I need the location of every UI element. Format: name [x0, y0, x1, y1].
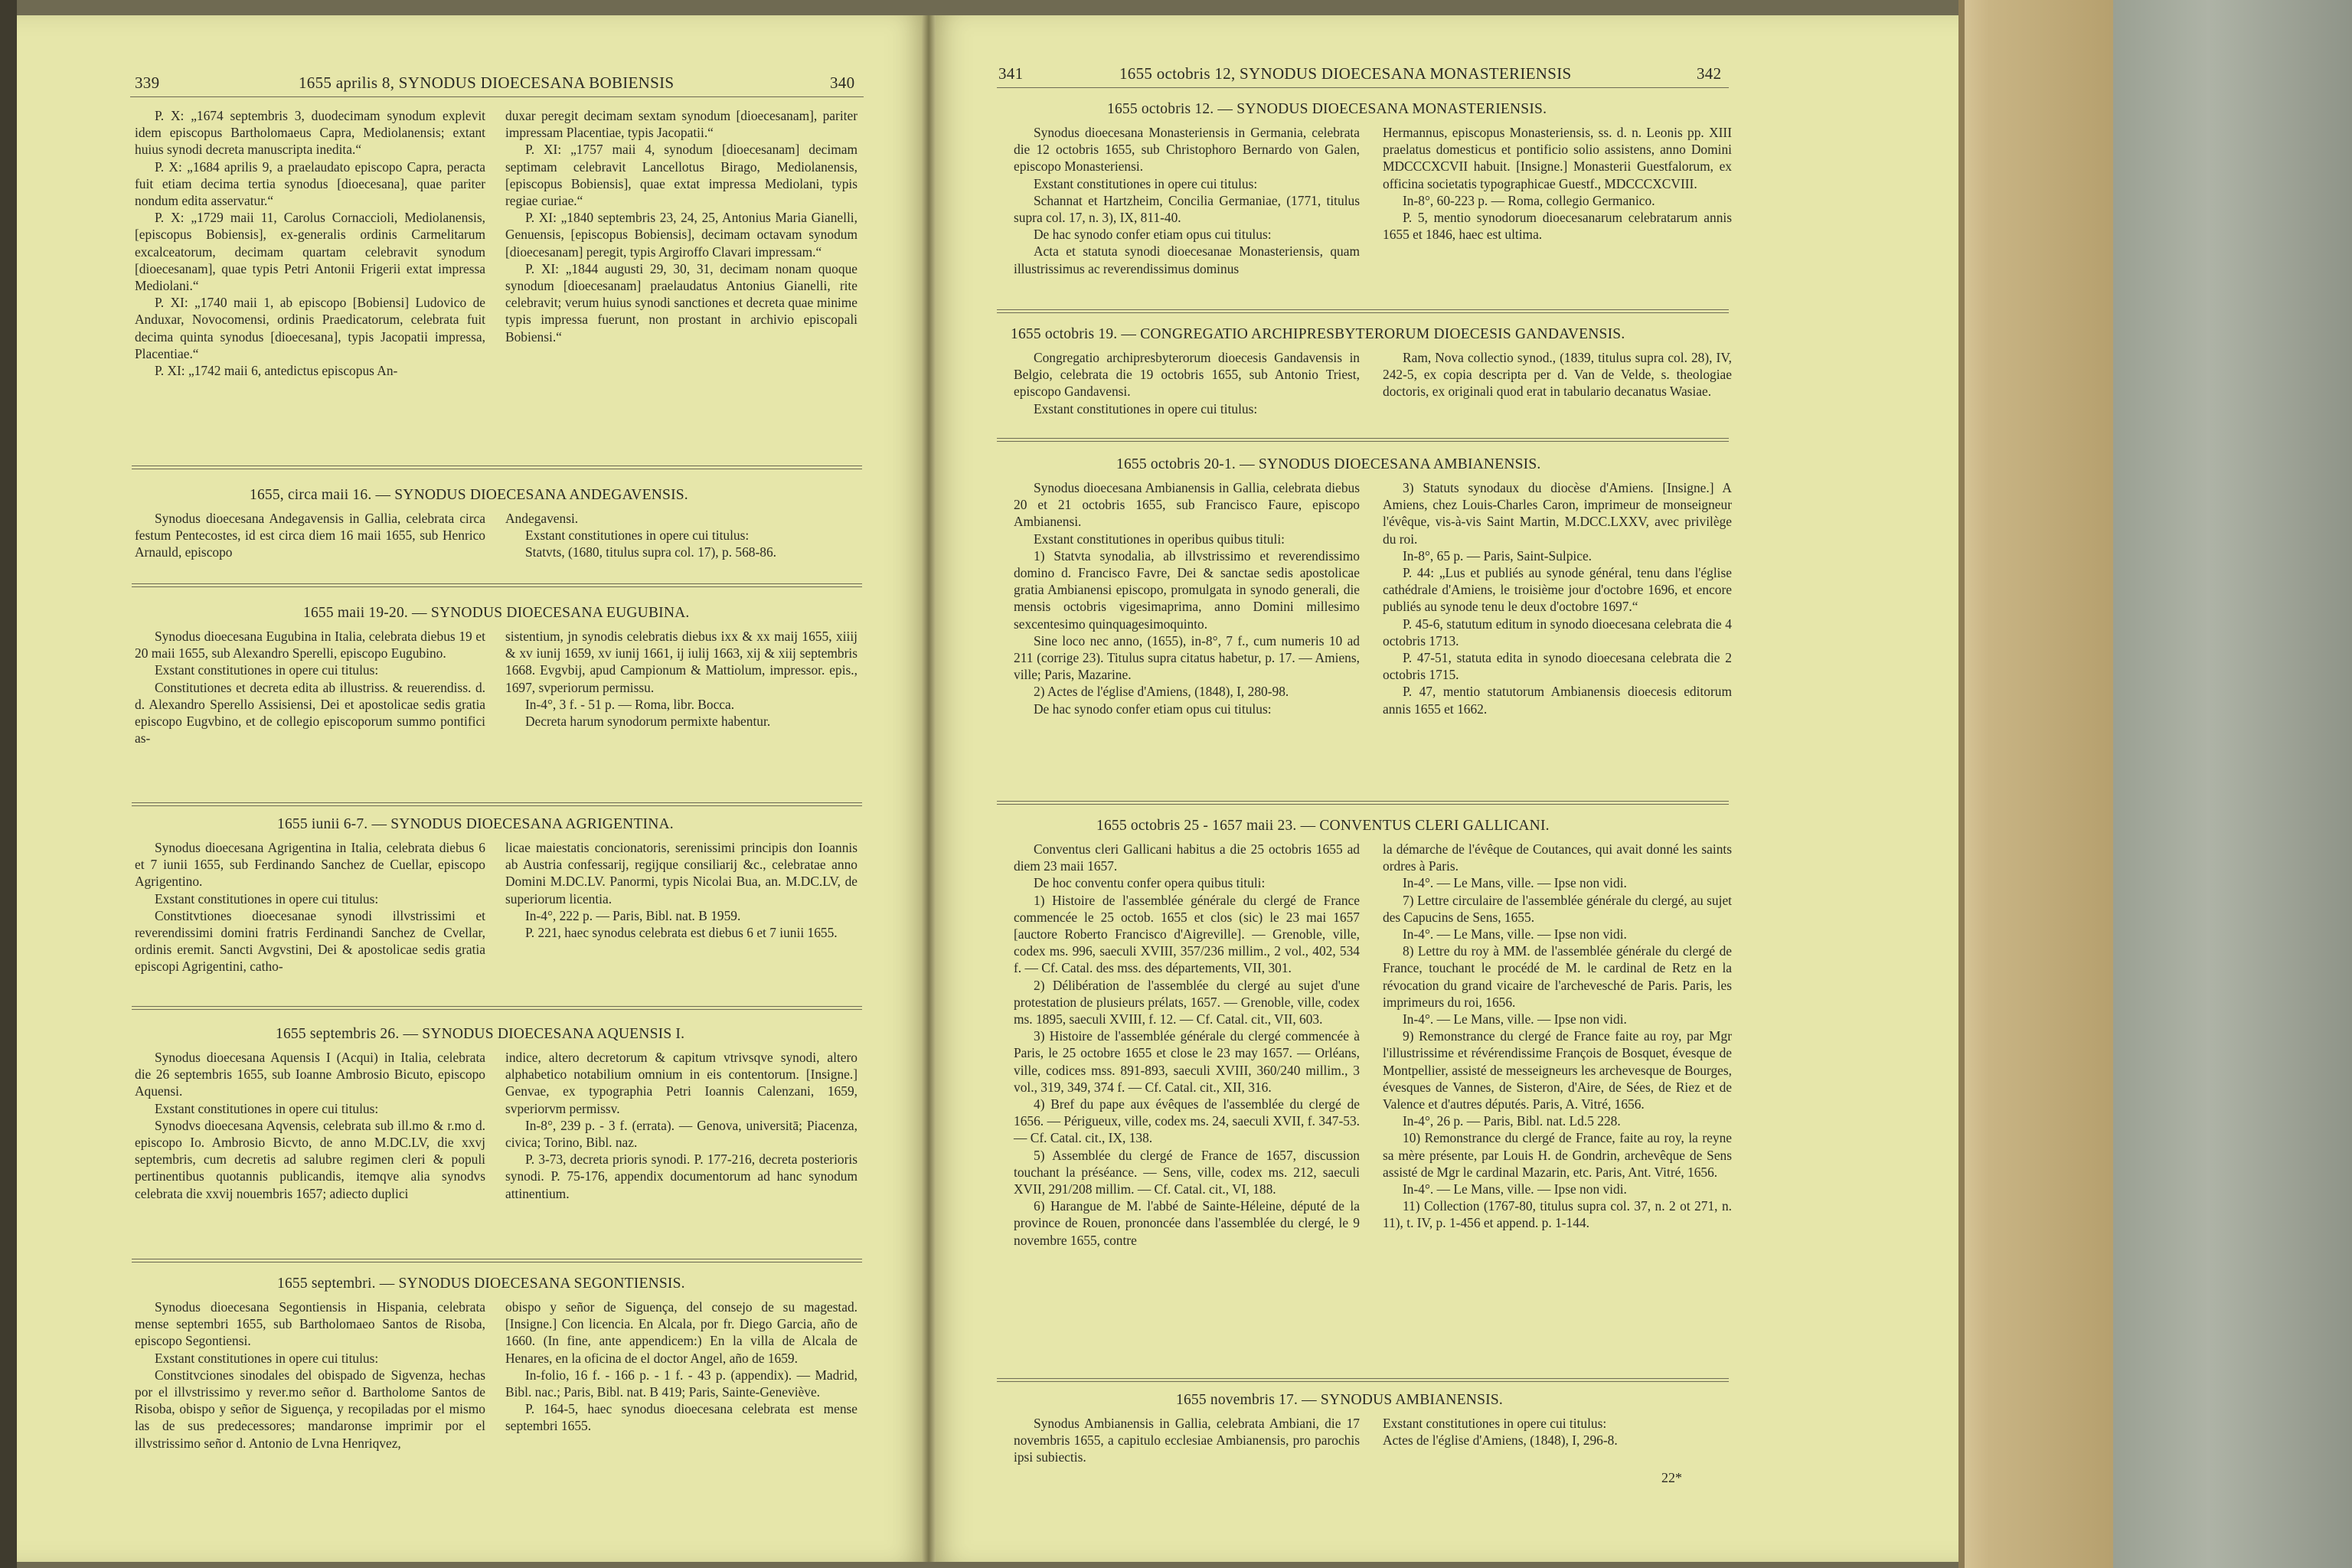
- paragraph: P. 221, haec synodus celebrata est diebus 6 et 7 iunii 1655.: [525, 925, 838, 941]
- paragraph: Exstant constitutiones in opere cui titulus:: [155, 1350, 379, 1366]
- running-head: 1655 aprilis 8, SYNODUS DIOECESANA BOBIENSIS: [299, 74, 675, 92]
- paragraph: In-4°. — Le Mans, ville. — Ipse non vidi.: [1403, 1181, 1627, 1197]
- text-column: [1014, 841, 1360, 1249]
- paragraph: P. X: „1684 aprilis 9, a praelaudato episcopo Capra, peracta fuit etiam decima tertia synodus [dioecesana], quae pariter nondum edita asservatur.“: [135, 158, 485, 209]
- paragraph: P. XI: „1740 maii 1, ab episcopo [Bobiensi] Ludovico de Anduxar, Novocomensi, ordinis Praedicatorum, celebrata fuit decima quinta synodus [dioecesana], typis Jacopatii impressa, Placentiae.“: [135, 295, 485, 361]
- paragraph: Actes de l'église d'Amiens, (1848), I, 296-8.: [1383, 1432, 1618, 1449]
- paragraph: In-4°. — Le Mans, ville. — Ipse non vidi.: [1403, 1011, 1627, 1027]
- paragraph: duxar peregit decimam sextam synodum [dioecesanam], pariter impressam Placentiae, typis Jacopatii.“: [505, 108, 858, 141]
- paragraph: Synodvs dioecesana Aqvensis, celebrata sub ill.mo & r.mo d. episcopo Io. Ambrosio Bicvto, de anno M.DC.LV, die xxvj septembris, cum decretis ad salubre regimen cleri & populi pertinentibus quotannis publicandis, itemqve alia synodvs celebrata die xxvij nouembris 1657; adiecto duplici: [135, 1117, 485, 1201]
- paragraph: Exstant constitutiones in opere cui titulus:: [1034, 400, 1258, 416]
- paragraph: Ram, Nova collectio synod., (1839, titulus supra col. 28), IV, 242-5, ex copia descripta per d. Van de Velde, s. theologiae doctoris, ex originali quod erat in tabulario decanatus Wasiae.: [1383, 350, 1732, 400]
- paragraph: P. 5, mentio synodorum dioecesanarum celebratarum annis 1655 et 1846, haec est ultima.: [1383, 210, 1732, 243]
- paragraph: Exstant constitutiones in opere cui titulus:: [525, 528, 750, 544]
- paragraph: In-8°, 65 p. — Paris, Saint-Sulpice.: [1403, 547, 1592, 564]
- paragraph: Andegavensi.: [505, 511, 579, 526]
- book-gutter: [922, 15, 936, 1562]
- section-rule: [997, 1378, 1729, 1382]
- paragraph: Exstant constitutiones in opere cui titulus:: [1383, 1416, 1607, 1431]
- text-column: [1383, 1415, 1732, 1449]
- paragraph: Synodus dioecesana Eugubina in Italia, celebrata diebus 19 et 20 maii 1655, sub Alexandro Sperelli, episcopo Eugubino.: [135, 629, 485, 662]
- text-column: [135, 1298, 485, 1452]
- text-column: [505, 1298, 858, 1435]
- paragraph: In-4°, 26 p. — Paris, Bibl. nat. Ld.5 228.: [1403, 1113, 1621, 1129]
- text-column: [135, 510, 485, 561]
- paragraph: In-4°, 3 f. - 51 p. — Roma, libr. Bocca.: [525, 696, 735, 712]
- section-rule: [132, 1259, 862, 1263]
- text-column: [505, 107, 858, 345]
- page-number: 340: [830, 74, 855, 92]
- section-heading: 1655 maii 19-20. — SYNODUS DIOECESANA EUGUBINA.: [303, 605, 690, 621]
- paragraph: Constitutiones et decreta edita ab illustriss. & reuerendiss. d. d. Alexandro Sperello Assisiensi, Dei et apostolicae sedis gratia episcopo Eugvbino, et de collegio episcoporum summo pontifici as-: [135, 679, 485, 746]
- paragraph: licae maiestatis concionatoris, serenissimi principis don Ioannis ab Austria confessarij, regijque consiliarij &c., celebratae anno Domini M.DC.LV. Panormi, typis Nicolai Bua, an. M.DC.LV, de superiorum licentia.: [505, 840, 858, 906]
- text-column: [1383, 124, 1732, 243]
- signature-mark: 22*: [1661, 1470, 1682, 1485]
- paragraph: Constitvtiones dioecesanae synodi illvstrissimi et reverendissimi domini fratris Ferdinandi Sanchez de Cvellar, ordinis eremit. Sancti Avgvstini, Dei & apostolicae sedis gratia episcopi Agrigentini, catho-: [135, 907, 485, 975]
- header-rule: [997, 87, 1729, 88]
- text-column: [1383, 841, 1732, 1232]
- paragraph: 10) Remonstrance du clergé de France, faite au roy, la reyne sa mère présente, par Louis H. de Gondrin, archevêque de Sens assisté de Mgr le cardinal Mazarin, etc. Paris, Ant. Vitré, 1656.: [1383, 1130, 1732, 1180]
- text-column: [1014, 124, 1360, 277]
- section-rule: [132, 583, 862, 587]
- section-rule: [132, 1006, 862, 1010]
- paragraph: P. 164-5, haec synodus dioecesana celebrata est mense septembri 1655.: [505, 1401, 858, 1434]
- paragraph: sistentium, jn synodis celebratis diebus ixx & xx maij 1655, xiiij & xv iunij 1659, xv iunij 1661, ij iulij 1663, xij & xiij septembris 1668. Evgvbij, apud Campionum & Mattiolum, impressor. epis., 1697, svperiorum permissu.: [505, 629, 858, 695]
- paragraph: Synodus dioecesana Ambianensis in Gallia, celebrata diebus 20 et 21 octobris 1655, sub Francisco Faure, episcopo Ambianensi.: [1014, 480, 1360, 530]
- paragraph: 3) Histoire de l'assemblée générale du clergé commencée à Paris, le 25 octobre 1655 et close le 23 may 1657. — Orléans, ville, codices mss. 891-893, saeculi XVIII, 360/240 millim., 3 vol., 319, 349, 374 f. — Cf. Catal. cit., XII, 316.: [1014, 1028, 1360, 1095]
- section-rule: [997, 309, 1729, 313]
- paragraph: 4) Bref du pape aux évêques de l'assemblée du clergé de 1656. — Périgueux, ville, codex ms. 24, saeculi XVII, f. 347-53. — Cf. Catal. cit., IX, 138.: [1014, 1096, 1360, 1146]
- paragraph: Congregatio archipresbyterorum dioecesis Gandavensis in Belgio, celebrata die 19 octobris 1655, sub Antonio Triest, episcopo Gandavensi.: [1014, 350, 1360, 400]
- section-heading: 1655 octobris 25 - 1657 maii 23. — CONVENTUS CLERI GALLICANI.: [1096, 818, 1550, 834]
- paragraph: Schannat et Hartzheim, Concilia Germaniae, (1771, titulus supra col. 17, n. 3), IX, 811-40.: [1014, 192, 1360, 226]
- paragraph: indice, altero decretorum & capitum vtrivsqve synodi, altero alphabetico notabilium omnium in eis contentorum. [Insigne.] Genvae, ex typographia Petri Ioannis Calenzani, 1659, svperiorvm permissv.: [505, 1050, 858, 1116]
- paragraph: Conventus cleri Gallicani habitus a die 25 octobris 1655 ad diem 23 maii 1657.: [1014, 841, 1360, 874]
- running-head: 1655 octobris 12, SYNODUS DIOECESANA MONASTERIENSIS: [1119, 64, 1572, 83]
- paragraph: Exstant constitutiones in opere cui titulus:: [1034, 175, 1258, 191]
- text-column: [135, 107, 485, 379]
- paragraph: 2) Actes de l'église d'Amiens, (1848), I, 280-98.: [1034, 684, 1289, 700]
- paragraph: Constitvciones sinodales del obispado de Sigvenza, hechas por el illvstrissimo y rever.mo señor d. Bartholome Santos de Risoba, obispo y señor de Siguença, y recopiladas por el mismo las de sus predecessores; mandaronse imprimir por el illvstrissimo señor d. Antonio de Lvna Henriqvez,: [135, 1367, 485, 1451]
- paragraph: Synodus dioecesana Segontiensis in Hispania, celebrata mense septembri 1655, sub Bartholomaeo Santos de Risoba, episcopo Segontiensi.: [135, 1299, 485, 1349]
- page-number: 342: [1697, 64, 1722, 83]
- text-column: [1383, 349, 1732, 400]
- paragraph: In-folio, 16 f. - 166 p. - 1 f. - 43 p. (appendix). — Madrid, Bibl. nac.; Paris, Bibl. nat. B 419; Paris, Sainte-Geneviève.: [505, 1367, 858, 1400]
- page-number: 339: [135, 74, 160, 92]
- paragraph: P. XI: „1844 augusti 29, 30, 31, decimam nonam quoque synodum [dioecesanam] praelaudatus Antonius Gianelli, rite celebravit; verum huius synodi sanctiones et decreta quae minime typis impressa fuerunt, non prostant in archivio episcopali Bobiensi.“: [505, 260, 858, 345]
- paragraph: Synodus dioecesana Aquensis I (Acqui) in Italia, celebrata die 26 septembris 1655, sub Ioanne Ambrosio Bicuto, episcopo Aquensi.: [135, 1050, 485, 1099]
- scan-background: [2113, 0, 2352, 1568]
- section-heading: 1655 octobris 20-1. — SYNODUS DIOECESANA AMBIANENSIS.: [1116, 456, 1541, 472]
- paragraph: 1) Histoire de l'assemblée générale du clergé de France commencée le 25 octob. 1655 et clos (sic) le 23 mai 1657 [auctore Roberto Francisco d'Aigreville]. — Grenoble, ville, codex ms. 996, saeculi XVIII, 357/236 millim., 2 vol., 402, 534 f. — Cf. Catal. des mss. des départements, VII, 301.: [1014, 892, 1360, 976]
- section-rule: [997, 801, 1729, 805]
- paragraph: P. X: „1674 septembris 3, duodecimam synodum explevit idem episcopus Bartholomaeus Capra, Mediolanensis; extant huius synodi decreta manuscripta inedita.“: [135, 108, 485, 158]
- paragraph: obispo y señor de Siguença, del consejo de su magestad. [Insigne.] Con licencia. En Alcala, por fr. Diego Garcia, año de 1660. (In fine, ante appendicem:) En la villa de Alcala de Henares, en la oficina de el doctor Angel, año de 1659.: [505, 1299, 858, 1366]
- text-column: [505, 510, 858, 561]
- paragraph: 8) Lettre du roy à MM. de l'assemblée générale du clergé de France, touchant le procédé de M. le cardinal de Retz en la révocation du grand vicaire de l'archevesché de Paris. Paris, les imprimeurs du roi, 1656.: [1383, 943, 1732, 1010]
- paragraph: P. 47, mentio statutorum Ambianensis dioecesis editorum annis 1655 et 1662.: [1383, 684, 1732, 717]
- paragraph: In-4°. — Le Mans, ville. — Ipse non vidi.: [1403, 875, 1627, 891]
- section-heading: 1655 novembris 17. — SYNODUS AMBIANENSIS.: [1176, 1392, 1503, 1408]
- section-rule: [132, 466, 862, 469]
- paragraph: P. X: „1729 maii 11, Carolus Cornaccioli, Mediolanensis, [episcopus Bobiensis], ex-generalis ordinis Carmelitarum excalceatorum, decimam quartam celebravit synodum [dioecesanam], quae typis Petri Antonii Frigerii extat impressa Mediolani.“: [135, 210, 485, 294]
- section-rule: [132, 802, 862, 806]
- text-column: [1014, 1415, 1360, 1466]
- paragraph: 5) Assemblée du clergé de France de 1657, discussion touchant la préséance. — Sens, ville, codex ms. 212, saeculi XVII, 291/208 millim. — Cf. Catal. cit., VI, 188.: [1014, 1147, 1360, 1197]
- paragraph: la démarche de l'évêque de Coutances, qui avait donné les saints ordres à Paris.: [1383, 841, 1732, 874]
- paragraph: Exstant constitutiones in opere cui titulus:: [155, 1100, 379, 1116]
- paragraph: P. 3-73, decreta prioris synodi. P. 177-216, decreta posterioris synodi. P. 75-176, appendix documentorum ad hanc synodum attinentium.: [505, 1152, 858, 1201]
- paragraph: 11) Collection (1767-80, titulus supra col. 37, n. 2 ot 271, n. 11), t. IV, p. 1-456 et append. p. 1-144.: [1383, 1198, 1732, 1231]
- paragraph: Synodus dioecesana Andegavensis in Gallia, celebrata circa festum Pentecostes, id est circa diem 16 maii 1655, sub Henrico Arnauld, episcopo: [135, 511, 485, 560]
- paragraph: 2) Délibération de l'assemblée du clergé au sujet d'une protestation de plusieurs prélats, 1657. — Grenoble, ville, codex ms. 1895, saeculi XVIII, f. 12. — Cf. Catal. cit., VII, 603.: [1014, 977, 1360, 1027]
- section-heading: 1655, circa maii 16. — SYNODUS DIOECESANA ANDEGAVENSIS.: [250, 487, 688, 503]
- paragraph: Exstant constitutiones in operibus quibus tituli:: [1034, 531, 1285, 547]
- paragraph: 1) Statvta synodalia, ab illvstrissimo et reverendissimo domino d. Francisco Favre, Dei & sanctae sedis apostolicae gratia Ambianensi episcopo, promulgata in synodo generali, die mensis octobris vigesimaprima, anno Domini millesimo sexcentesimo quinquagesimoquinto.: [1014, 547, 1360, 632]
- text-column: [1014, 479, 1360, 717]
- paragraph: Decreta harum synodorum permixte habentur.: [525, 714, 771, 730]
- paragraph: 7) Lettre circulaire de l'assemblée générale du clergé, au sujet des Capucins de Sens, 1655.: [1383, 892, 1732, 925]
- section-heading: 1655 octobris 12. — SYNODUS DIOECESANA MONASTERIENSIS.: [1107, 101, 1547, 117]
- text-column: [135, 839, 485, 975]
- text-column: [505, 1049, 858, 1202]
- paragraph: De hac synodo confer etiam opus cui titulus:: [1034, 701, 1272, 717]
- paragraph: P. 47-51, statuta edita in synodo dioecesana celebrata die 2 octobris 1715.: [1383, 650, 1732, 683]
- paragraph: P. 44: „Lus et publiés au synode général, tenu dans l'église cathédrale d'Amiens, le troisième jour d'octobre 1696, et encore publiés au synode tenu le deux d'octobre 1697.“: [1383, 565, 1732, 615]
- text-column: [1014, 349, 1360, 417]
- section-rule: [997, 438, 1729, 442]
- paragraph: Statvts, (1680, titulus supra col. 17), p. 568-86.: [525, 544, 776, 560]
- paragraph: Synodus dioecesana Monasteriensis in Germania, celebrata die 12 octobris 1655, sub Christophoro Bernardo von Galen, episcopo Monasteriensi.: [1014, 125, 1360, 175]
- paragraph: P. XI: „1742 maii 6, antedictus episcopus An-: [155, 363, 398, 379]
- scan-shadow-left: [0, 0, 17, 1568]
- paragraph: Synodus Ambianensis in Gallia, celebrata Ambiani, die 17 novembris 1655, a capitulo ecclesiae Ambianensis, pro parochis ipsi subiectis.: [1014, 1416, 1360, 1465]
- paragraph: In-8°, 239 p. - 3 f. (errata). — Genova, universitā; Piacenza, civica; Torino, Bibl. naz.: [505, 1117, 858, 1151]
- text-column: [1383, 479, 1732, 717]
- paragraph: P. XI: „1757 maii 4, synodum [dioecesanam] decimam septimam celebravit Lancellotus Birago, Mediolanensis, [episcopus Bobiensis], quae extat impressa Mediolani, typis regiae curiae.“: [505, 142, 858, 209]
- paragraph: 9) Remonstrance du clergé de France faite au roy, par Mgr l'illustrissime et révérendissime François de Bosquet, évesque de Montpellier, assisté de messeigneurs les archevesque de Bourges, évesques de Vannes, de Sisteron, d'Aire, de Sées, de Riez et de Valence et d'autres députés. Paris, A. Vitré, 1656.: [1383, 1028, 1732, 1112]
- paragraph: P. XI: „1840 septembris 23, 24, 25, Antonius Maria Gianelli, Genuensis, [episcopus Bobiensis], decimam octavam synodum [dioecesanam] peregit, typis Argiroffo Clavari impressam.“: [505, 210, 858, 260]
- text-column: [505, 839, 858, 941]
- paragraph: Hermannus, episcopus Monasteriensis, ss. d. n. Leonis pp. XIII praelatus domesticus et pontificio solio assistens, anno Domini MDCCCXCVII habuit. [Insigne.] Monasterii Guestfalorum, ex officina societatis typographicae Guestf., MDCCCXCVIII.: [1383, 125, 1732, 191]
- paragraph: 6) Harangue de M. l'abbé de Sainte-Héleine, député de la province de Rouen, prononcée dans l'assemblée du clergé, le 9 novembre 1655, contre: [1014, 1198, 1360, 1248]
- paragraph: De hac synodo confer etiam opus cui titulus:: [1034, 227, 1272, 243]
- paragraph: Acta et statuta synodi dioecesanae Monasteriensis, quam illustrissimus ac reverendissimus dominus: [1014, 243, 1360, 276]
- paragraph: In-4°, 222 p. — Paris, Bibl. nat. B 1959.: [525, 907, 741, 923]
- section-heading: 1655 septembris 26. — SYNODUS DIOECESANA AQUENSIS I.: [276, 1026, 685, 1042]
- paragraph: P. 45-6, statutum editum in synodo dioecesana celebrata die 4 octobris 1713.: [1383, 616, 1732, 648]
- paragraph: Exstant constitutiones in opere cui titulus:: [155, 890, 379, 906]
- section-heading: 1655 iunii 6-7. — SYNODUS DIOECESANA AGRIGENTINA.: [277, 816, 674, 832]
- text-column: [135, 1049, 485, 1202]
- book-board-edge: [1958, 0, 1965, 1568]
- paragraph: 3) Statuts synodaux du diocèse d'Amiens. [Insigne.] A Amiens, chez Louis-Charles Caron, imprimeur de monseigneur l'évêque, vis-à-vis Saint Martin, M.DCC.LXXV, avec privilège du roi.: [1383, 480, 1732, 547]
- paragraph: In-4°. — Le Mans, ville. — Ipse non vidi.: [1403, 926, 1627, 942]
- section-heading: 1655 septembri. — SYNODUS DIOECESANA SEGONTIENSIS.: [277, 1276, 685, 1292]
- book-cover-board: [1958, 0, 2113, 1568]
- page-number: 341: [998, 64, 1024, 83]
- paragraph: Synodus dioecesana Agrigentina in Italia, celebrata diebus 6 et 7 iunii 1655, sub Ferdinando Sanchez de Cuellar, episcopo Agrigentino.: [135, 840, 485, 890]
- paragraph: Sine loco nec anno, (1655), in-8°, 7 f., cum numeris 10 ad 211 (corrige 23). Titulus supra citatus habetur, p. 17. — Amiens, ville; Paris, Mazarine.: [1014, 632, 1360, 683]
- paragraph: In-8°, 60-223 p. — Roma, collegio Germanico.: [1403, 192, 1655, 208]
- header-rule: [130, 96, 864, 97]
- text-column: [135, 628, 485, 746]
- text-column: [505, 628, 858, 730]
- paragraph: Exstant constitutiones in opere cui titulus:: [155, 662, 379, 678]
- section-heading: 1655 octobris 19. — CONGREGATIO ARCHIPRESBYTERORUM DIOECESIS GANDAVENSIS.: [1011, 326, 1625, 342]
- paragraph: De hoc conventu confer opera quibus tituli:: [1034, 875, 1266, 891]
